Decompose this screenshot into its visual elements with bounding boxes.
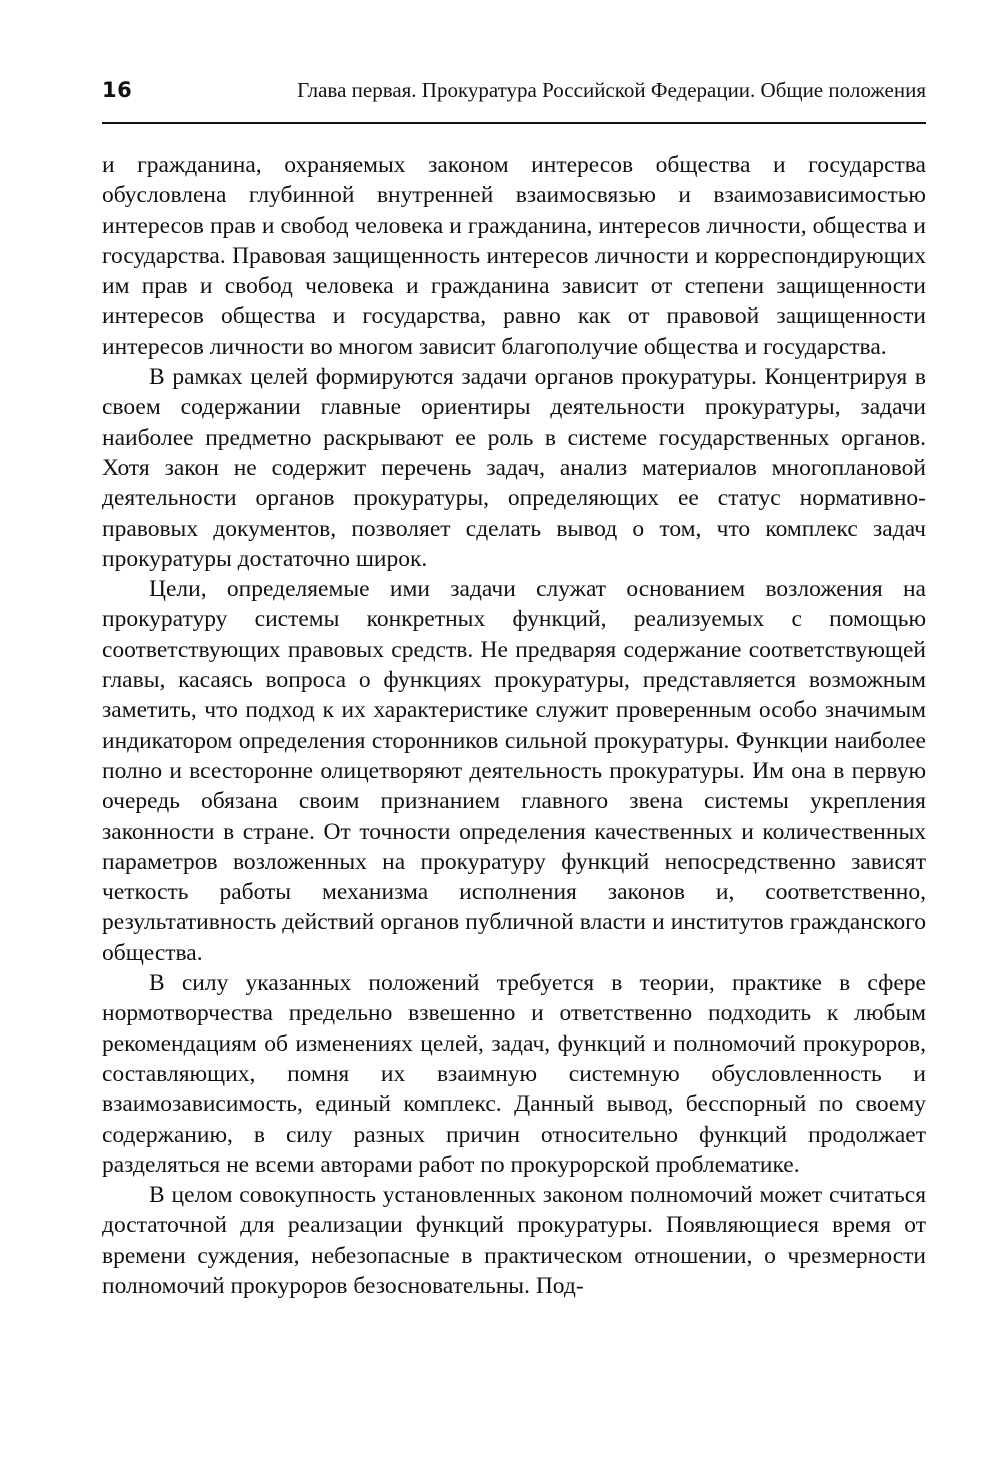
chapter-title: Глава первая. Прокуратура Российской Федерации. Общие положения [297, 78, 926, 102]
running-head [102, 78, 926, 124]
paragraph-continued: и гражданина, охраняемых законом интересов общества и государства обусловлена глубинной внутренней взаимосвязью и взаимозависимостью интересов прав и свобод человека и гражданина, интересов личности, общества и государства. Правовая защищенность интересов личности и корреспондирующих им прав и свобод человека и гражданина зависит от степени защищенности интересов общества и государства, равно как от правовой защищенности интересов личности во многом зависит благополучие общества и государства. [102, 152, 926, 360]
paragraph: В силу указанных положений требуется в теории, практике в сфере нормотворчества предельно взвешенно и ответственно подходить к любым рекомендациям об изменениях целей, задач, функций и полномочий прокуроров, составляющих, помня их взаимную системную обусловленность и взаимозависимость, единый комплекс. Данный вывод, бесспорный по своему содержанию, в силу разных причин относительно функций продолжает разделяться не всеми авторами работ по прокурорской проблематике. [102, 970, 926, 1178]
paragraph: Цели, определяемые ими задачи служат основанием возложения на прокуратуру системы конкретных функций, реализуемых с помощью соответствующих правовых средств. Не предваряя содержание соответствующей главы, касаясь вопроса о функциях прокуратуры, представляется возможным заметить, что подход к их характеристике служит проверенным особо значимым индикатором определения сторонников сильной прокуратуры. Функции наиболее полно и всесторонне олицетворяют деятельность прокуратуры. Им она в первую очередь обязана своим признанием главного звена системы укрепления законности в стране. От точности определения качественных и количественных параметров возложенных на прокуратуру функций непосредственно зависят четкость работы механизма исполнения законов и, соответственно, результативность действий органов публичной власти и институтов гражданского общества. [102, 576, 926, 966]
book-page [102, 78, 926, 1301]
body-text [102, 150, 926, 1301]
page-number: 16 [102, 78, 133, 102]
paragraph: В рамках целей формируются задачи органов прокуратуры. Концентрируя в своем содержании главные ориентиры деятельности прокуратуры, задачи наиболее предметно раскрывают ее роль в системе государственных органов. Хотя закон не содержит перечень задач, анализ материалов многоплановой деятельности органов прокуратуры, определяющих ее статус нормативно-правовых документов, позволяет сделать вывод о том, что комплекс задач прокуратуры достаточно широк. [102, 364, 926, 572]
paragraph: В целом совокупность установленных законом полномочий может считаться достаточной для реализации функций прокуратуры. Появляющиеся время от времени суждения, небезопасные в практическом отношении, о чрезмерности полномочий прокуроров безосновательны. Под- [102, 1182, 926, 1299]
